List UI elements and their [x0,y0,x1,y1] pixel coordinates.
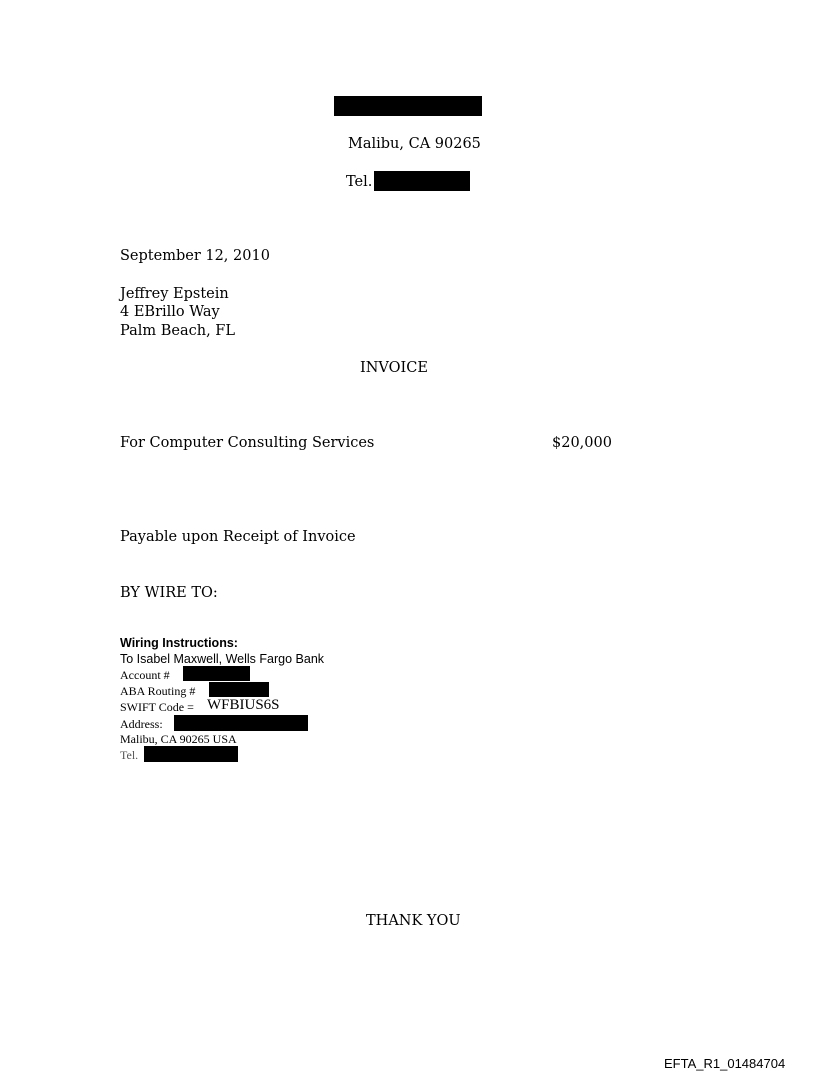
recipient-city: Palm Beach, FL [120,323,235,339]
swift-label: SWIFT Code = [120,700,194,714]
invoice-title: INVOICE [360,360,428,376]
address-label: Address: [120,717,163,731]
wiring-heading: Wiring Instructions: [120,636,238,650]
redacted-wiring-phone [144,746,238,762]
redacted-phone [374,171,470,191]
wiring-to-line: To Isabel Maxwell, Wells Fargo Bank [120,652,325,666]
aba-label: ABA Routing # [120,684,196,698]
invoice-date: September 12, 2010 [120,248,270,264]
wire-header: BY WIRE TO: [120,585,218,601]
account-label: Account # [120,668,170,682]
recipient-street: 4 EBrillo Way [120,304,220,320]
line-item-amount: $20,000 [552,435,612,451]
swift-value: WFBIUS6S [207,697,280,713]
redacted-account [183,666,250,681]
letterhead-tel-label: Tel. [346,174,373,190]
closing-text: THANK YOU [366,913,461,929]
redacted-name [334,96,482,116]
letterhead-city: Malibu, CA 90265 [348,136,481,152]
wiring-tel-label: Tel. [120,748,139,762]
line-item-description: For Computer Consulting Services [120,435,375,451]
redacted-address [174,715,308,731]
recipient-name: Jeffrey Epstein [120,286,229,302]
wiring-city-line: Malibu, CA 90265 USA [120,732,237,746]
payment-terms: Payable upon Receipt of Invoice [120,529,356,545]
redacted-aba [209,682,269,697]
document-id: EFTA_R1_01484704 [664,1056,786,1071]
